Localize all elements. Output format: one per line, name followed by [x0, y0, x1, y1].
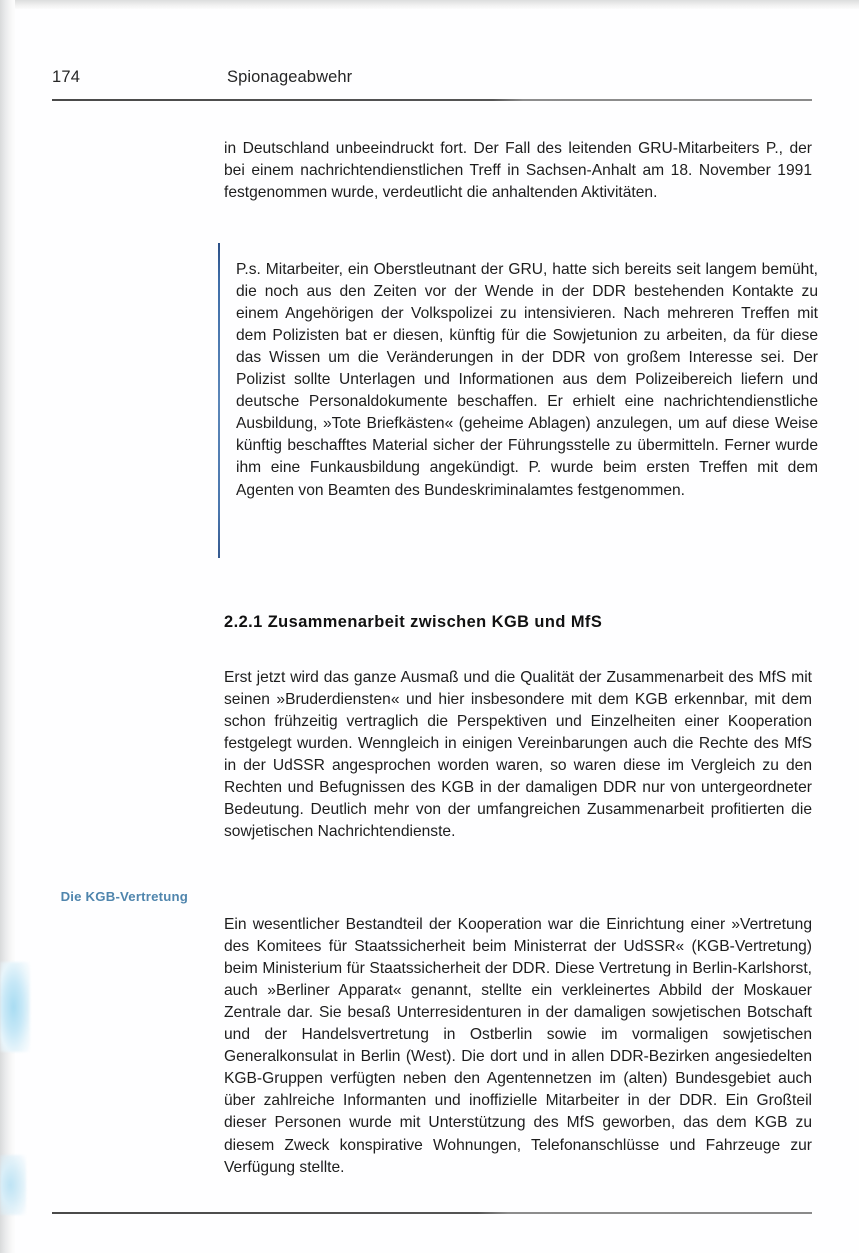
footer-rule	[52, 1212, 812, 1214]
block-quote	[218, 243, 818, 517]
paragraph-kgb-vertretung: Ein wesentlicher Bestandteil der Kooperation war die Einrichtung einer »Vertretung des Komitees für Staatssicherheit beim Ministerrat der UdSSR« (KGB-Vertretung) beim Ministerium für Staatssicherheit der DDR. Diese Vertretung in Berlin-Karlshorst, auch »Berliner Apparat« genannt, stellte ein verkleinertes Abbild der Moskauer Zentrale dar. Sie besaß Unterresidenturen in der damaligen sowjetischen Botschaft und der Handelsvertretung in Ostberlin sowie im vormaligen sowjetischen Generalkonsulat in Berlin (West). Die dort und in allen DDR-Bezirken angesiedelten KGB-Gruppen verfügten neben den Agentennetzen im (alten) Bundesgebiet auch über zahlreiche Informanten und inoffizielle Mitarbeiter in der DDR. Ein Großteil dieser Personen wurde mit Unterstützung des MfS geworben, das dem KGB zu diesem Zweck konspirative Wohnungen, Telefonanschlüsse und Fahrzeuge zur Verfügung stellte.	[224, 915, 812, 1176]
scan-edge-shadow-top	[0, 0, 859, 9]
block-quote-text: P.s. Mitarbeiter, ein Oberstleutnant der GRU, hatte sich bereits seit langem bemüht, die noch aus den Zeiten vor der Wende in der DDR bestehenden Kontakte zu einem Angehörigen der Volkspolizei zu intensivieren. Nach mehreren Treffen mit dem Polizisten bat er diesen, künftig für die Sowjetunion zu arbeiten, da für diese das Wissen um die Veränderungen in der DDR von großem Interesse sei. Der Polizist sollte Unterlagen und Informationen aus dem Polizeibereich liefern und deutsche Personaldokumente beschaffen. Er erhielt eine nachrichtendienstliche Ausbildung, »Tote Briefkästen« (geheime Ablagen) anzulegen, um auf diese Weise künftig beschafftes Material sicher der Führungsstelle zu übermitteln. Ferner wurde ihm eine Funkausbildung angekündigt. P. wurde beim ersten Treffen mit dem Agenten von Beamten des Bundeskriminalamtes festgenommen.	[236, 260, 818, 499]
margin-note-kgb-vertretung: Die KGB-Vertretung	[60, 889, 188, 904]
scan-edge-shadow-left	[0, 0, 15, 1253]
section-heading: 2.2.1 Zusammenarbeit zwischen KGB und MfS	[224, 612, 603, 631]
scan-artifact-blue-left-lower	[0, 1155, 26, 1215]
header-rule	[52, 99, 812, 101]
scan-artifact-blue-left	[0, 962, 30, 1052]
paragraph-intro: in Deutschland unbeeindruckt fort. Der Fall des leitenden GRU-Mitarbeiters P., der bei einem nachrichtendienstlichen Treff in Sachsen-Anhalt am 18. November 1991 festgenommen wurde, verdeutlicht die anhaltenden Aktivitäten.	[224, 139, 812, 201]
page-number: 174	[52, 68, 81, 86]
block-quote-accent-bar	[218, 243, 220, 558]
paragraph-kooperation: Erst jetzt wird das ganze Ausmaß und die Qualität der Zusammenarbeit des MfS mit seinen »Bruderdiensten« und hier insbesondere mit dem KGB erkennbar, mit dem schon frühzeitig vertraglich die Perspektiven und Einzelheiten einer Kooperation festgelegt wurden. Wenngleich in einigen Vereinbarungen auch die Rechte des MfS in der UdSSR angesprochen worden waren, so waren diese im Vergleich zu den Rechten und Befugnissen des KGB in der damaligen DDR nur von untergeordneter Bedeutung. Deutlich mehr von der umfangreichen Zusammenarbeit profitierten die sowjetischen Nachrichtendienste.	[224, 668, 812, 841]
running-head	[0, 68, 859, 98]
chapter-title: Spionageabwehr	[227, 68, 353, 86]
